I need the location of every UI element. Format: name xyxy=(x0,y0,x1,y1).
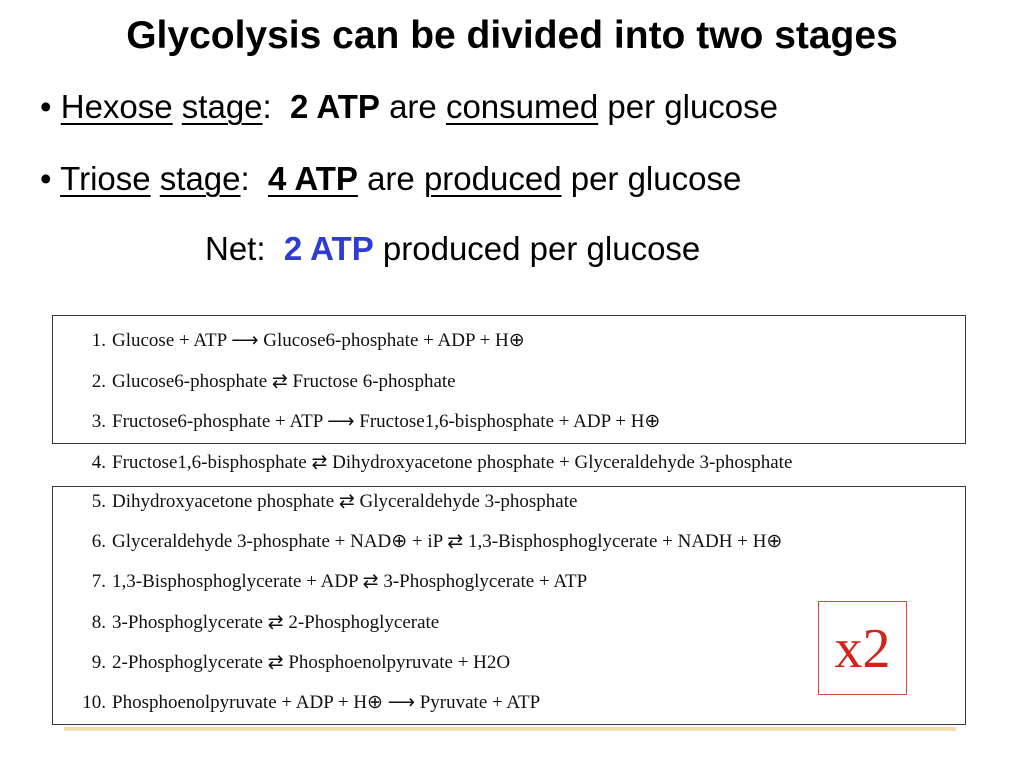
produced-word: produced xyxy=(423,160,562,197)
net-atp: 2 ATP xyxy=(283,230,374,267)
colon: : xyxy=(262,88,272,125)
reaction-row xyxy=(70,611,439,634)
triose-word: Triose xyxy=(60,160,151,197)
colon: : xyxy=(240,160,250,197)
reaction-number: 6. xyxy=(91,531,106,552)
slide-title: Glycolysis can be divided into two stages xyxy=(126,14,898,57)
reaction-row xyxy=(70,329,525,352)
reaction-text: Glucose6-phosphate ⇄ Fructose 6-phosphate xyxy=(112,371,456,392)
reaction-number: 5. xyxy=(91,491,106,512)
per-glucose-text: per glucose xyxy=(570,160,742,197)
reaction-row xyxy=(70,530,782,553)
reaction-number: 1. xyxy=(91,330,106,351)
atp-amount: 2 ATP xyxy=(290,88,380,125)
consumed-word: consumed xyxy=(445,88,599,125)
reaction-text: Fructose6-phosphate + ATP ⟶ Fructose1,6-bisphosphate + ADP + H⊕ xyxy=(112,411,661,432)
bullet-dot: • xyxy=(40,160,52,197)
net-line xyxy=(205,230,700,268)
box-shadow xyxy=(64,727,956,731)
reaction-text: Glucose + ATP ⟶ Glucose6-phosphate + ADP + H⊕ xyxy=(112,330,525,351)
hexose-word: Hexose xyxy=(60,88,173,125)
reaction-row xyxy=(70,691,540,714)
reaction-text: Phosphoenolpyruvate + ADP + H⊕ ⟶ Pyruvate + ATP xyxy=(112,692,541,713)
per-glucose-text: per glucose xyxy=(607,88,778,125)
reaction-number: 2. xyxy=(91,371,106,392)
reaction-text: Dihydroxyacetone phosphate ⇄ Glyceraldehyde 3-phosphate xyxy=(112,491,578,512)
bullet-triose-stage xyxy=(40,160,741,198)
reaction-number: 9. xyxy=(91,652,106,673)
reaction-row xyxy=(70,490,577,513)
reaction-text: Glyceraldehyde 3-phosphate + NAD⊕ + iP ⇄ 1,3-Bisphosphoglycerate + NADH + H⊕ xyxy=(112,531,783,552)
bullet-hexose-stage xyxy=(40,88,778,126)
reaction-row xyxy=(70,410,660,433)
reaction-row xyxy=(70,570,587,593)
bullet-dot: • xyxy=(40,88,52,125)
stage-word: stage xyxy=(159,160,241,197)
reaction-text: 1,3-Bisphosphoglycerate + ADP ⇄ 3-Phosphoglycerate + ATP xyxy=(112,571,588,592)
multiplier-box: x2 xyxy=(818,601,907,695)
net-label: Net: xyxy=(205,230,266,267)
reaction-row xyxy=(70,651,510,674)
reaction-number: 4. xyxy=(91,452,106,473)
reaction-row xyxy=(70,451,792,474)
net-rest: produced per glucose xyxy=(382,230,701,267)
reaction-row xyxy=(70,370,456,393)
reaction-number: 8. xyxy=(91,612,106,633)
reaction-text: 3-Phosphoglycerate ⇄ 2-Phosphoglycerate xyxy=(112,612,440,633)
reaction-text: 2-Phosphoglycerate ⇄ Phosphoenolpyruvate + H2O xyxy=(112,652,511,673)
reaction-text: Fructose1,6-bisphosphate ⇄ Dihydroxyacetone phosphate + Glyceraldehyde 3-phosphate xyxy=(112,452,793,473)
reaction-number: 7. xyxy=(91,571,106,592)
atp-amount: 4 ATP xyxy=(268,160,358,197)
are-word: are xyxy=(367,160,415,197)
reaction-number: 3. xyxy=(91,411,106,432)
reaction-number: 10. xyxy=(82,692,106,713)
stage-word: stage xyxy=(181,88,263,125)
are-word: are xyxy=(389,88,437,125)
